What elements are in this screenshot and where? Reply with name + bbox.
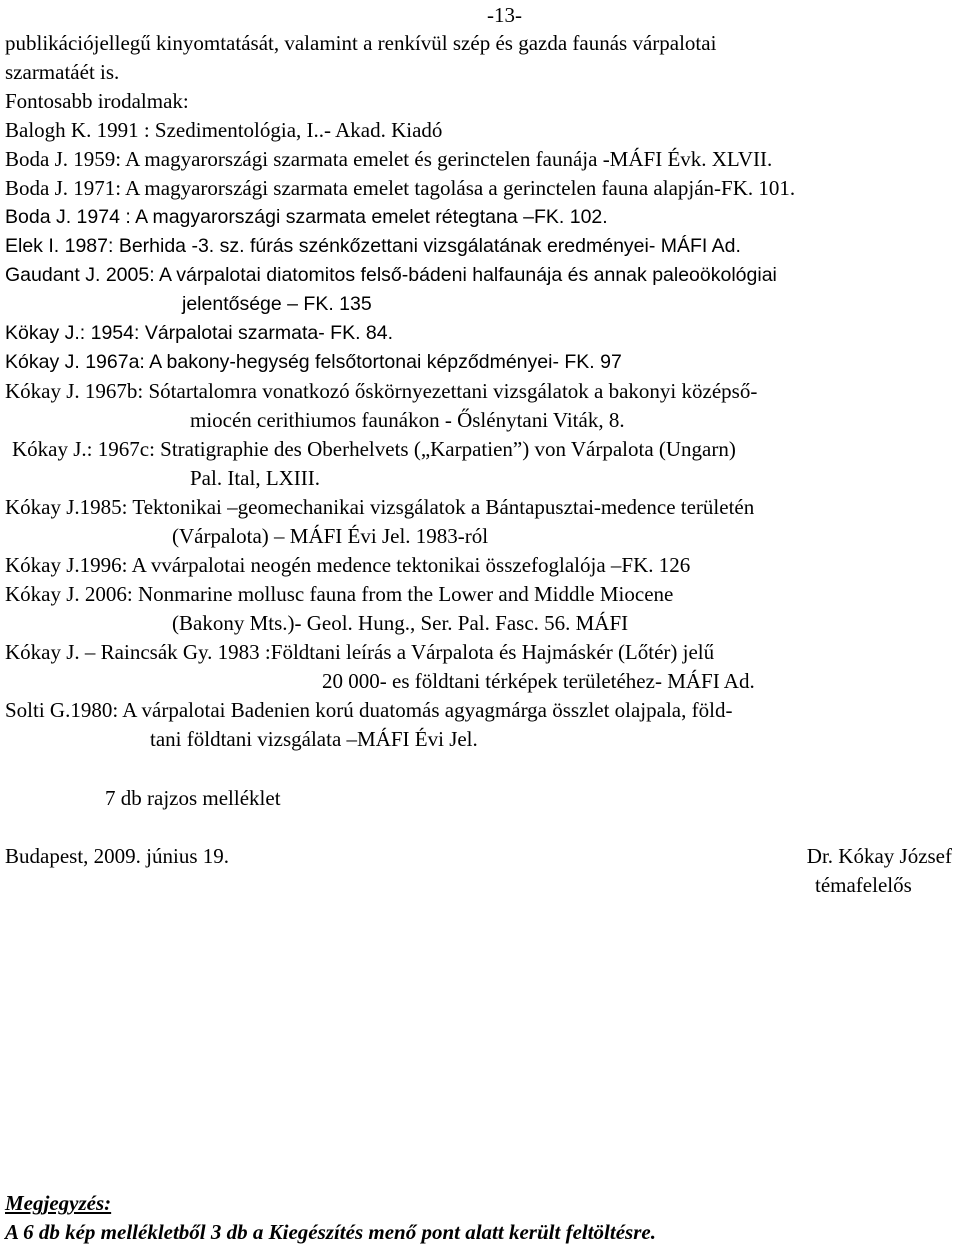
reference-solti-1980: Solti G.1980: A várpalotai Badenien korú duatomás agyagmárga összlet olajpala, föld-	[5, 698, 733, 722]
reference-kokay-1967a: Kókay J. 1967a: A bakony-hegység felsőtortonai képződményei- FK. 97	[5, 351, 622, 373]
reference-elek-1987: Elek I. 1987: Berhida -3. sz. fúrás szénkőzettani vizsgálatának eredményei- MÁFI Ad.	[5, 235, 741, 257]
reference-kokay-1967c-cont: Pal. Ital, LXIII.	[190, 466, 321, 490]
place-date: Budapest, 2009. június 19.	[5, 844, 229, 868]
reference-kokay-1967c: Kókay J.: 1967c: Stratigraphie des Oberhelvets („Karpatien”) von Várpalota (Ungarn)	[12, 437, 736, 461]
reference-kokay-1996: Kókay J.1996: A vvárpalotai neogén medence tektonikai összefoglalója –FK. 126	[5, 553, 691, 577]
literature-heading: Fontosabb irodalmak:	[5, 89, 189, 113]
reference-kokay-2006: Kókay J. 2006: Nonmarine mollusc fauna from the Lower and Middle Miocene	[5, 582, 674, 606]
note-text: A 6 db kép mellékletből 3 db a Kiegészítés menő pont alatt került feltöltésre.	[5, 1220, 656, 1244]
page-number: -13-	[487, 3, 522, 27]
reference-kokay-raincsak-1983-cont: 20 000- es földtani térképek területéhez- MÁFI Ad.	[322, 669, 755, 693]
reference-kokay-1967b-cont: miocén cerithiumos faunákon - Őslénytani Viták, 8.	[190, 408, 625, 432]
note-title: Megjegyzés:	[5, 1191, 112, 1215]
reference-kokay-1985-cont: (Várpalota) – MÁFI Évi Jel. 1983-ról	[172, 524, 489, 548]
reference-boda-1971: Boda J. 1971: A magyarországi szarmata emelet tagolása a gerinctelen fauna alapján-FK. 101.	[5, 176, 796, 200]
attachments-note: 7 db rajzos melléklet	[105, 786, 281, 810]
reference-solti-1980-cont: tani földtani vizsgálata –MÁFI Évi Jel.	[150, 727, 478, 751]
reference-kokay-1954: Kökay J.: 1954: Várpalotai szarmata- FK. 84.	[5, 322, 394, 344]
intro-line-1: publikációjellegű kinyomtatását, valamint a renkívül szép és gazda faunás várpalotai	[5, 31, 717, 55]
reference-balogh-1991: Balogh K. 1991 : Szedimentológia, I..- Akad. Kiadó	[5, 118, 443, 142]
reference-kokay-2006-cont: (Bakony Mts.)- Geol. Hung., Ser. Pal. Fasc. 56. MÁFI	[172, 611, 629, 635]
signature-name: Dr. Kókay József	[806, 844, 952, 868]
reference-boda-1974: Boda J. 1974 : A magyarországi szarmata emelet rétegtana –FK. 102.	[5, 206, 608, 228]
signature-role: témafelelős	[815, 873, 912, 897]
reference-gaudant-2005: Gaudant J. 2005: A várpalotai diatomitos felső-bádeni halfaunája és annak paleoökológiai	[5, 264, 777, 286]
reference-gaudant-2005-cont: jelentősége – FK. 135	[182, 293, 372, 315]
reference-boda-1959: Boda J. 1959: A magyarországi szarmata emelet és gerinctelen faunája -MÁFI Évk. XLVII.	[5, 147, 773, 171]
reference-kokay-raincsak-1983: Kókay J. – Raincsák Gy. 1983 :Földtani leírás a Várpalota és Hajmáskér (Lőtér) jelű	[5, 640, 715, 664]
intro-line-2: szarmatáét is.	[5, 60, 120, 84]
reference-kokay-1985: Kókay J.1985: Tektonikai –geomechanikai vizsgálatok a Bántapusztai-medence területén	[5, 495, 755, 519]
reference-kokay-1967b: Kókay J. 1967b: Sótartalomra vonatkozó őskörnyezettani vizsgálatok a bakonyi középső-	[5, 379, 758, 403]
